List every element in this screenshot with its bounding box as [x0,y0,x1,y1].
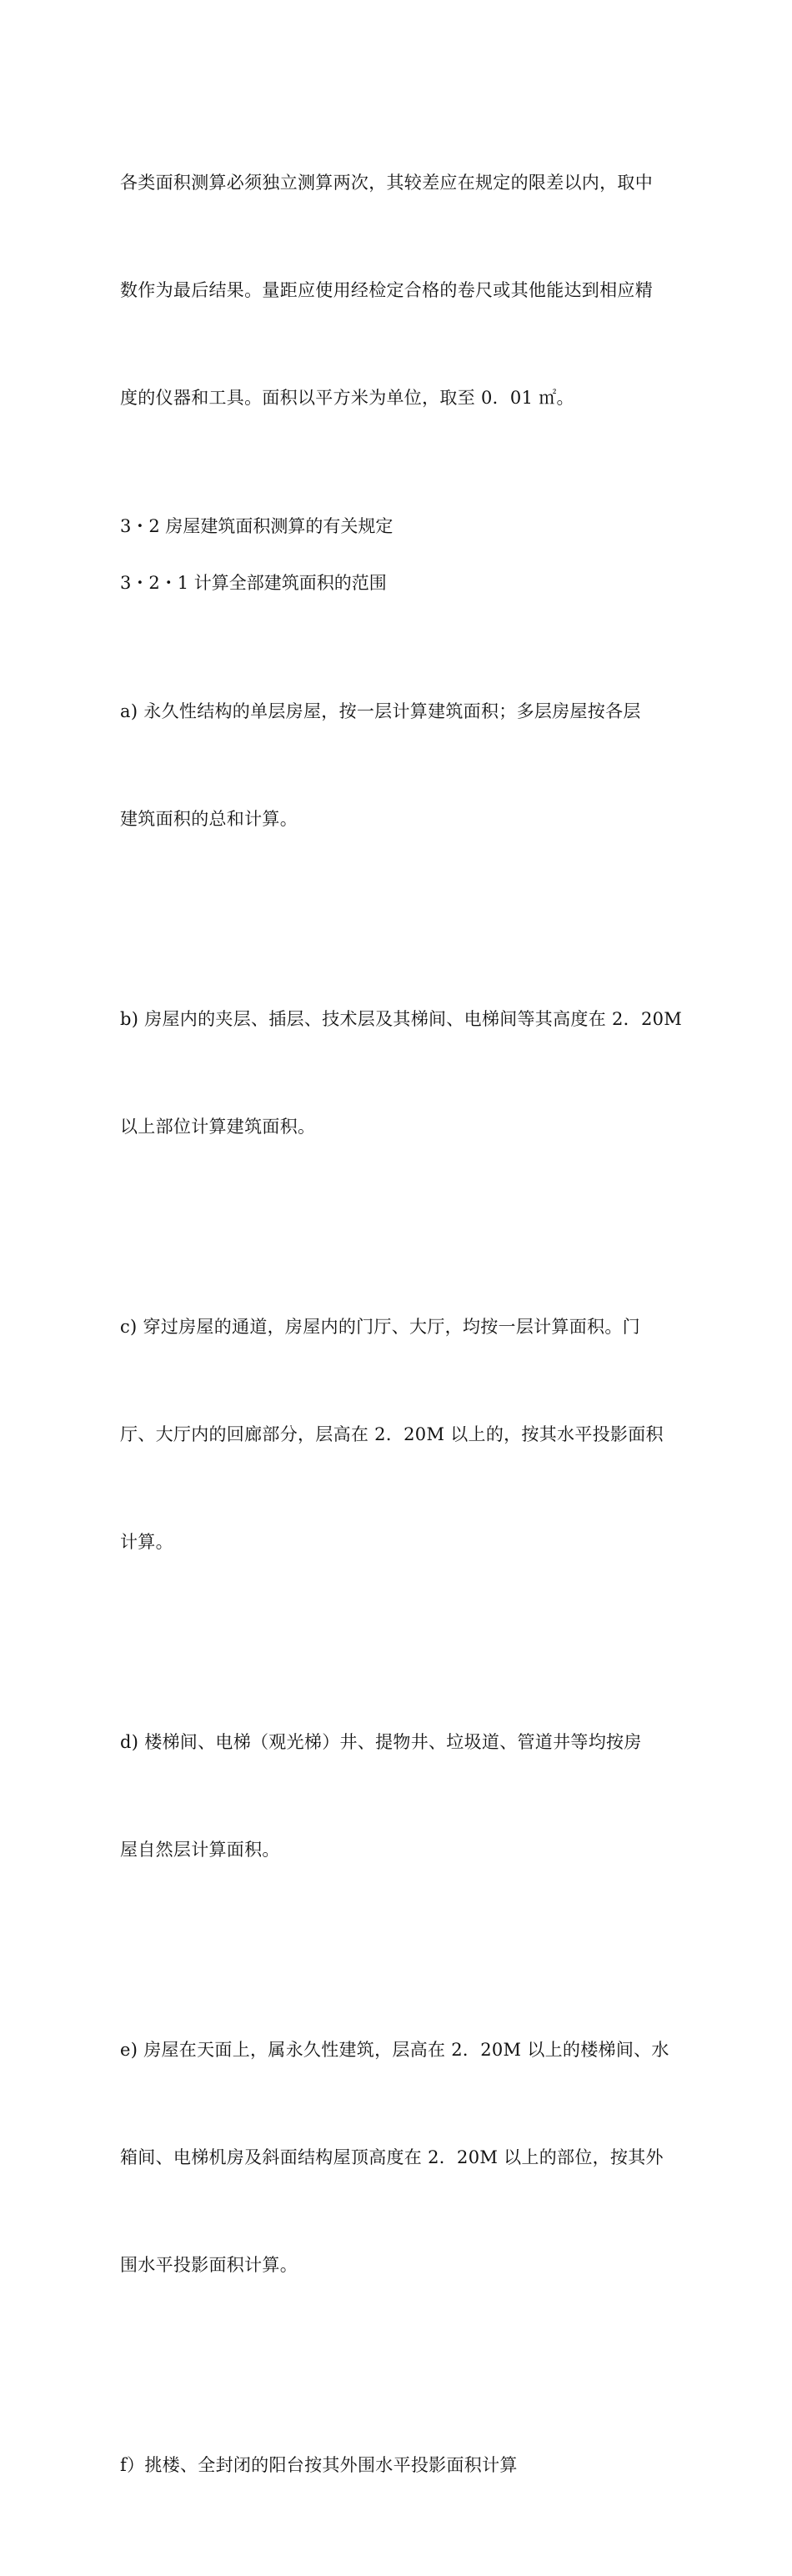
text-line: 计算。 [120,1532,173,1552]
item-a-paragraph [120,622,679,909]
item-d-paragraph [120,1653,679,1940]
text-line: 屋自然层计算面积。 [120,1840,280,1860]
text-line: a) 永久性结构的单层房屋，按一层计算建筑面积；多层房屋按各层 [120,701,641,721]
item-f-paragraph [120,2376,679,2555]
text-line: b) 房屋内的夹层、插层、技术层及其梯间、电梯间等其高度在 2．20M [120,1009,683,1029]
text-line: f）挑楼、全封闭的阳台按其外围水平投影面积计算 [120,2455,518,2475]
text-line: 厅、大厅内的回廊部分，层高在 2．20M 以上的，按其水平投影面积 [120,1424,664,1444]
section-heading: 3・2 房屋建筑面积测算的有关规定 [120,516,393,536]
text-line: 以上部位计算建筑面积。 [120,1117,316,1137]
document-page [120,93,683,2576]
text-line: d) 楼梯间、电梯（观光梯）井、提物井、垃圾道、管道井等均按房 [120,1732,642,1752]
text-line: 围水平投影面积计算。 [120,2255,298,2275]
subsection-heading: 3・2・1 计算全部建筑面积的范围 [120,573,387,593]
text-line: 数作为最后结果。量距应使用经检定合格的卷尺或其他能达到相应精 [120,280,653,300]
text-line: c) 穿过房屋的通道，房屋内的门厅、大厅，均按一层计算面积。门 [120,1317,640,1337]
text-line: 箱间、电梯机房及斜面结构屋顶高度在 2．20M 以上的部位，按其外 [120,2147,664,2167]
item-e-paragraph [120,1961,679,2355]
text-line: 建筑面积的总和计算。 [120,809,298,829]
intro-paragraph [120,93,679,488]
item-c-paragraph [120,1238,679,1632]
text-line: 各类面积测算必须独立测算两次，其较差应在规定的限差以内，取中 [120,173,653,193]
text-line: 度的仪器和工具。面积以平方米为单位，取至 0．01 ㎡。 [120,388,574,408]
item-b-paragraph [120,930,683,1217]
text-line: e) 房屋在天面上，属永久性建筑，层高在 2．20M 以上的楼梯间、水 [120,2040,669,2060]
